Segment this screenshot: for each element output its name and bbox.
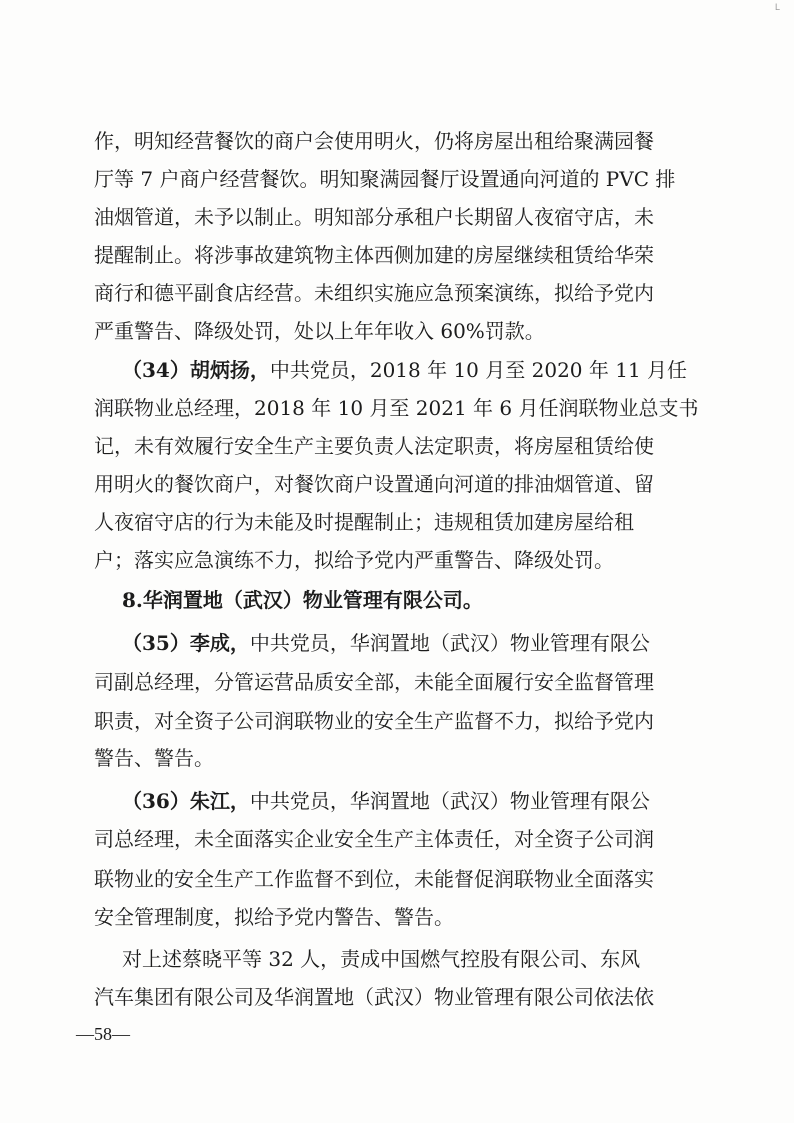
text-line: 润联物业总经理，2018 年 10 月至 2021 年 6 月任润联物业总支书 (94, 396, 699, 420)
text-line: 提醒制止。将涉事故建筑物主体西侧加建的房屋继续租赁给华荣 (94, 243, 654, 267)
text-line: 作，明知经营餐饮的商户会使用明火，仍将房屋出租给聚满园餐 (94, 129, 654, 153)
text-span: 中共党员，华润置地（武汉）物业管理有限公 (249, 789, 650, 813)
text-line: 记，未有效履行安全生产主要负责人法定职责，将房屋租赁给使 (94, 434, 654, 458)
text-line: 职责，对全资子公司润联物业的安全生产监督不力，拟给予党内 (94, 709, 654, 733)
text-line: 司副总经理，分管运营品质安全部，未能全面履行安全监督管理 (94, 670, 654, 694)
text-line: 联物业的安全生产工作监督不到位，未能督促润联物业全面落实 (94, 867, 654, 891)
text-line: 司总经理，未全面落实企业安全生产主体责任，对全资子公司润 (94, 827, 654, 851)
text-line: 用明火的餐饮商户，对餐饮商户设置通向河道的排油烟管道、留 (94, 472, 654, 496)
corner-mark: L (774, 2, 780, 12)
section-heading: 8.华润置地（武汉）物业管理有限公司。 (122, 588, 483, 612)
text-line: 厅等 7 户商户经营餐饮。明知聚满园餐厅设置通向河道的 PVC 排 (94, 167, 676, 191)
person-name-35: （35）李成， (122, 631, 250, 655)
text-line: 安全管理制度，拟给予党内警告、警告。 (94, 905, 454, 929)
text-line: 严重警告、降级处罚，处以上年年收入 60%罚款。 (94, 319, 545, 343)
text-span: 中共党员，华润置地（武汉）物业管理有限公 (249, 631, 650, 655)
text-line: 汽车集团有限公司及华润置地（武汉）物业管理有限公司依法依 (94, 985, 654, 1009)
person-name-36: （36）朱江， (122, 789, 250, 813)
text-span: 中共党员，2018 年 10 月至 2020 年 11 月任 (269, 358, 688, 382)
text-line: 人夜宿守店的行为未能及时提醒制止；违规租赁加建房屋给租 (94, 510, 634, 534)
text-line: 户；落实应急演练不力，拟给予党内严重警告、降级处罚。 (94, 548, 614, 572)
text-line: 警告、警告。 (94, 746, 214, 770)
paragraph-34-first-line (122, 357, 687, 383)
text-line: 油烟管道，未予以制止。明知部分承租户长期留人夜宿守店，未 (94, 205, 654, 229)
paragraph-36-first-line (122, 788, 650, 814)
text-line: 对上述蔡晓平等 32 人，责成中国燃气控股有限公司、东风 (122, 947, 641, 971)
page-number: —58— (76, 1024, 130, 1044)
text-line: 商行和德平副食店经营。未组织实施应急预案演练，拟给予党内 (94, 281, 654, 305)
person-name-34: （34）胡炳扬， (122, 358, 270, 382)
paragraph-35-first-line (122, 630, 650, 656)
